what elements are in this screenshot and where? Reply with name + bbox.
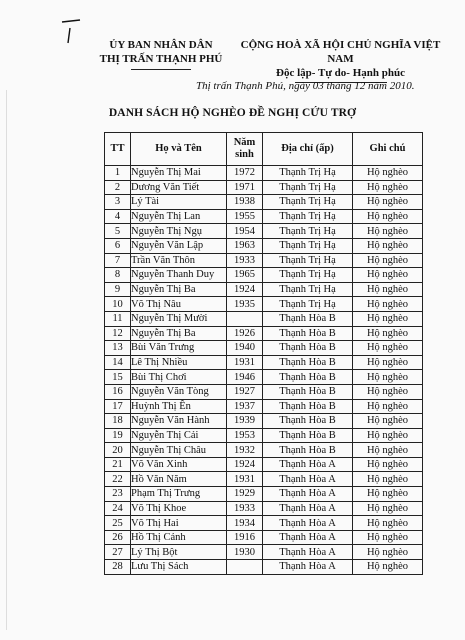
table-row [105, 530, 423, 545]
address-cell: Thạnh Trị Hạ [263, 297, 353, 312]
table-row [105, 384, 423, 399]
row-number-cell: 7 [105, 253, 131, 268]
household-name-cell: Lê Thị Nhiều [131, 355, 227, 370]
household-name-cell: Nguyễn Thanh Duy [131, 268, 227, 283]
address-cell: Thạnh Hòa B [263, 341, 353, 356]
birth-year-cell: 1916 [227, 530, 263, 545]
note-cell: Hộ nghèo [353, 472, 423, 487]
note-cell: Hộ nghèo [353, 516, 423, 531]
birth-year-cell: 1927 [227, 384, 263, 399]
household-name-cell: Nguyễn Thị Cải [131, 428, 227, 443]
household-name-cell: Bùi Thị Chơi [131, 370, 227, 385]
household-name-cell: Nguyễn Văn Lập [131, 238, 227, 253]
table-row [105, 560, 423, 575]
row-number-cell: 12 [105, 326, 131, 341]
birth-year-cell: 1933 [227, 253, 263, 268]
birth-year-cell: 1940 [227, 341, 263, 356]
col-header-year [227, 133, 263, 166]
national-heading [228, 38, 453, 83]
household-name-cell: Phạm Thị Trưng [131, 487, 227, 502]
row-number-cell: 19 [105, 428, 131, 443]
address-cell: Thạnh Hòa A [263, 545, 353, 560]
birth-year-cell: 1971 [227, 180, 263, 195]
table-row [105, 501, 423, 516]
birth-year-cell: 1955 [227, 209, 263, 224]
address-cell: Thạnh Hòa B [263, 414, 353, 429]
col-header-note: Ghi chú [353, 133, 423, 166]
household-name-cell: Hồ Văn Năm [131, 472, 227, 487]
col-header-tt: TT [105, 133, 131, 166]
address-cell: Thạnh Hòa A [263, 530, 353, 545]
address-cell: Thạnh Hòa A [263, 472, 353, 487]
birth-year-cell: 1931 [227, 472, 263, 487]
birth-year-cell: 1929 [227, 487, 263, 502]
table-row [105, 268, 423, 283]
note-cell: Hộ nghèo [353, 530, 423, 545]
birth-year-cell: 1937 [227, 399, 263, 414]
row-number-cell: 15 [105, 370, 131, 385]
household-name-cell: Huỳnh Thị Ên [131, 399, 227, 414]
household-name-cell: Nguyễn Thị Ba [131, 326, 227, 341]
address-cell: Thạnh Hòa B [263, 370, 353, 385]
table-row [105, 487, 423, 502]
row-number-cell: 21 [105, 457, 131, 472]
address-cell: Thạnh Trị Hạ [263, 195, 353, 210]
table-row [105, 443, 423, 458]
table-row [105, 311, 423, 326]
issuer-block [86, 38, 236, 70]
address-cell: Thạnh Hòa A [263, 501, 353, 516]
row-number-cell: 18 [105, 414, 131, 429]
note-cell: Hộ nghèo [353, 443, 423, 458]
birth-year-cell: 1938 [227, 195, 263, 210]
household-name-cell: Lý Thị Bột [131, 545, 227, 560]
birth-year-cell [227, 311, 263, 326]
household-name-cell: Nguyễn Thị Mai [131, 166, 227, 181]
note-cell: Hộ nghèo [353, 326, 423, 341]
issuer-line-2: THỊ TRẤN THẠNH PHÚ [99, 53, 223, 65]
birth-year-cell: 1935 [227, 297, 263, 312]
note-cell: Hộ nghèo [353, 414, 423, 429]
note-cell: Hộ nghèo [353, 195, 423, 210]
address-cell: Thạnh Hòa B [263, 399, 353, 414]
table-row [105, 253, 423, 268]
household-name-cell: Hồ Thị Cảnh [131, 530, 227, 545]
row-number-cell: 1 [105, 166, 131, 181]
table-header-row [105, 133, 423, 166]
birth-year-cell: 1926 [227, 326, 263, 341]
note-cell: Hộ nghèo [353, 560, 423, 575]
birth-year-cell: 1965 [227, 268, 263, 283]
address-cell: Thạnh Hòa A [263, 516, 353, 531]
national-motto: Độc lập- Tự do- Hạnh phúc [276, 67, 405, 79]
table-body [105, 166, 423, 575]
household-name-cell: Trần Văn Thôn [131, 253, 227, 268]
address-cell: Thạnh Hòa B [263, 384, 353, 399]
address-cell: Thạnh Trị Hạ [263, 268, 353, 283]
note-cell: Hộ nghèo [353, 268, 423, 283]
national-name: CỘNG HOÀ XÃ HỘI CHỦ NGHĨA VIỆT NAM [240, 39, 441, 65]
note-cell: Hộ nghèo [353, 457, 423, 472]
household-name-cell: Lưu Thị Sách [131, 560, 227, 575]
note-cell: Hộ nghèo [353, 341, 423, 356]
handwritten-mark [60, 18, 82, 44]
address-cell: Thạnh Trị Hạ [263, 238, 353, 253]
note-cell: Hộ nghèo [353, 209, 423, 224]
row-number-cell: 8 [105, 268, 131, 283]
table-row [105, 238, 423, 253]
row-number-cell: 27 [105, 545, 131, 560]
birth-year-cell: 1932 [227, 443, 263, 458]
address-cell: Thạnh Hòa B [263, 311, 353, 326]
table-row [105, 180, 423, 195]
birth-year-cell: 1924 [227, 282, 263, 297]
household-table [104, 132, 423, 575]
note-cell: Hộ nghèo [353, 166, 423, 181]
birth-year-cell: 1954 [227, 224, 263, 239]
row-number-cell: 2 [105, 180, 131, 195]
table-row [105, 209, 423, 224]
address-cell: Thạnh Trị Hạ [263, 253, 353, 268]
address-cell: Thạnh Trị Hạ [263, 282, 353, 297]
note-cell: Hộ nghèo [353, 545, 423, 560]
note-cell: Hộ nghèo [353, 180, 423, 195]
household-name-cell: Nguyễn Thị Lan [131, 209, 227, 224]
note-cell: Hộ nghèo [353, 238, 423, 253]
address-cell: Thạnh Hòa A [263, 457, 353, 472]
note-cell: Hộ nghèo [353, 224, 423, 239]
row-number-cell: 9 [105, 282, 131, 297]
address-cell: Thạnh Trị Hạ [263, 224, 353, 239]
household-name-cell: Võ Thị Nâu [131, 297, 227, 312]
issuer-underline [131, 69, 191, 70]
note-cell: Hộ nghèo [353, 253, 423, 268]
col-header-name: Họ và Tên [131, 133, 227, 166]
row-number-cell: 14 [105, 355, 131, 370]
row-number-cell: 17 [105, 399, 131, 414]
table-row [105, 224, 423, 239]
document-title: DANH SÁCH HỘ NGHÈO ĐỀ NGHỊ CỨU TRỢ [108, 107, 357, 119]
note-cell: Hộ nghèo [353, 311, 423, 326]
address-cell: Thạnh Hòa B [263, 443, 353, 458]
table-row [105, 472, 423, 487]
birth-year-cell: 1972 [227, 166, 263, 181]
note-cell: Hộ nghèo [353, 487, 423, 502]
household-name-cell: Nguyễn Văn Tòng [131, 384, 227, 399]
row-number-cell: 22 [105, 472, 131, 487]
note-cell: Hộ nghèo [353, 384, 423, 399]
table-row [105, 516, 423, 531]
birth-year-cell: 1953 [227, 428, 263, 443]
table-row [105, 282, 423, 297]
birth-year-cell: 1924 [227, 457, 263, 472]
table-row [105, 457, 423, 472]
birth-year-cell: 1930 [227, 545, 263, 560]
note-cell: Hộ nghèo [353, 501, 423, 516]
birth-year-cell: 1946 [227, 370, 263, 385]
row-number-cell: 5 [105, 224, 131, 239]
household-name-cell: Võ Thị Hai [131, 516, 227, 531]
household-name-cell: Bùi Văn Trưng [131, 341, 227, 356]
note-cell: Hộ nghèo [353, 297, 423, 312]
address-cell: Thạnh Hòa B [263, 428, 353, 443]
table-row [105, 166, 423, 181]
household-name-cell: Nguyễn Thị Ba [131, 282, 227, 297]
table-row [105, 399, 423, 414]
address-cell: Thạnh Hòa A [263, 560, 353, 575]
row-number-cell: 28 [105, 560, 131, 575]
address-cell: Thạnh Hòa B [263, 355, 353, 370]
birth-year-cell: 1931 [227, 355, 263, 370]
row-number-cell: 6 [105, 238, 131, 253]
note-cell: Hộ nghèo [353, 428, 423, 443]
row-number-cell: 25 [105, 516, 131, 531]
table-row [105, 326, 423, 341]
row-number-cell: 3 [105, 195, 131, 210]
household-name-cell: Nguyễn Thị Châu [131, 443, 227, 458]
address-cell: Thạnh Hòa B [263, 326, 353, 341]
household-name-cell: Dương Văn Tiết [131, 180, 227, 195]
birth-year-cell: 1939 [227, 414, 263, 429]
row-number-cell: 10 [105, 297, 131, 312]
table-row [105, 414, 423, 429]
table-row [105, 297, 423, 312]
address-cell: Thạnh Trị Hạ [263, 166, 353, 181]
note-cell: Hộ nghèo [353, 355, 423, 370]
birth-year-cell: 1934 [227, 516, 263, 531]
table-row [105, 428, 423, 443]
birth-year-cell [227, 560, 263, 575]
address-cell: Thạnh Trị Hạ [263, 180, 353, 195]
household-name-cell: Nguyễn Văn Hành [131, 414, 227, 429]
note-cell: Hộ nghèo [353, 370, 423, 385]
table-row [105, 370, 423, 385]
date-line: Thị trấn Thạnh Phú, ngày 03 tháng 12 năm 2010. [196, 80, 415, 92]
household-name-cell: Nguyễn Thị Mười [131, 311, 227, 326]
table-row [105, 195, 423, 210]
row-number-cell: 4 [105, 209, 131, 224]
household-name-cell: Nguyễn Thị Ngụ [131, 224, 227, 239]
row-number-cell: 13 [105, 341, 131, 356]
address-cell: Thạnh Trị Hạ [263, 209, 353, 224]
row-number-cell: 20 [105, 443, 131, 458]
note-cell: Hộ nghèo [353, 399, 423, 414]
row-number-cell: 24 [105, 501, 131, 516]
col-header-year-text: Năm sinh [233, 137, 256, 160]
household-name-cell: Võ Văn Xinh [131, 457, 227, 472]
note-cell: Hộ nghèo [353, 282, 423, 297]
table-row [105, 355, 423, 370]
issuer-line-1: ỦY BAN NHÂN DÂN [109, 39, 213, 51]
row-number-cell: 11 [105, 311, 131, 326]
table-row [105, 341, 423, 356]
row-number-cell: 16 [105, 384, 131, 399]
col-header-address: Địa chỉ (ấp) [263, 133, 353, 166]
table-row [105, 545, 423, 560]
scan-edge-line [6, 90, 7, 630]
birth-year-cell: 1963 [227, 238, 263, 253]
row-number-cell: 23 [105, 487, 131, 502]
household-name-cell: Võ Thị Khoe [131, 501, 227, 516]
address-cell: Thạnh Hòa A [263, 487, 353, 502]
household-name-cell: Lý Tài [131, 195, 227, 210]
row-number-cell: 26 [105, 530, 131, 545]
birth-year-cell: 1933 [227, 501, 263, 516]
